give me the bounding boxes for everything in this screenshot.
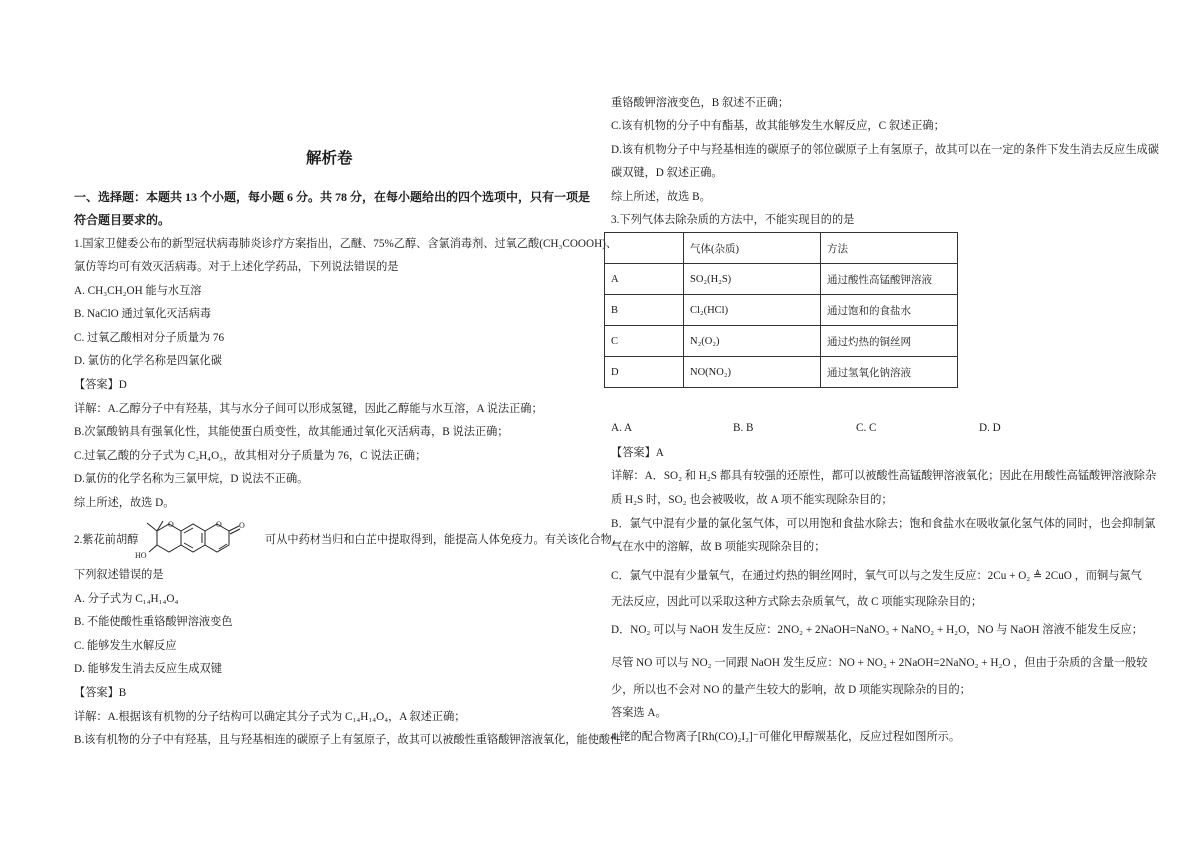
table-cell: NO(NO₂) [684,357,821,388]
q2-prefix: 2.紫花前胡醇 [74,534,139,546]
chemical-structure-image [133,515,265,563]
q2-option-c: C. 能够发生水解反应 [74,640,177,652]
section-heading-line2: 符合题目要求的。 [74,213,171,227]
section-heading-line1: 一、选择题：本题共 13 个小题，每小题 6 分。共 78 分，在每小题给出的四个选项中，只有一项是 [74,190,591,204]
q1-option-c: C. 过氧乙酸相对分子质量为 76 [74,332,225,344]
q3-explain-d: D．NO₂ 可以与 NaOH 发生反应：2NO₂ + 2NaOH=NaNO₃ + NaNO₂ + H₂O，NO 与 NaOH 溶液不能发生反应； [611,624,1143,636]
svg-text:O: O [239,521,245,530]
table-header-cell: 方法 [821,233,958,264]
table-cell: 通过酸性高锰酸钾溶液 [821,264,958,295]
q2-option-a: A. 分子式为 C₁₄H₁₄O₄ [74,593,179,605]
table-cell: 通过饱和的食盐水 [821,295,958,326]
q2-explain-b: B.该有机物的分子中有羟基，且与羟基相连的碳原子上有氢原子，故其可以被酸性重铬酸钾溶液氧化，能使酸性 [74,734,622,746]
q2-option-b: B. 不能使酸性重铬酸钾溶液变色 [74,616,233,628]
table-row [605,264,958,295]
q2-explain-d: D.该有机物分子中与羟基相连的碳原子的邻位碳原子上有氢原子，故其可以在一定的条件下发生消去反应生成碳 [611,144,1159,156]
table-cell: 通过灼热的铜丝网 [821,326,958,357]
table-cell: Cl₂(HCl) [684,295,821,326]
table-cell: C [605,326,684,357]
q2-summary: 综上所述，故选 B。 [611,191,711,203]
q1-explain-d: D.氯仿的化学名称为三氯甲烷，D 说法不正确。 [74,473,309,485]
table-header-cell: 气体(杂质) [684,233,821,264]
table-header-cell [605,233,684,264]
table-cell: N₂(O₂) [684,326,821,357]
q3-answer: 【答案】A [611,447,664,459]
q2-stem-line2: 下列叙述错误的是 [74,569,164,581]
table-row [605,357,958,388]
q1-explain-c: C.过氧乙酸的分子式为 C₂H₄O₃，故其相对分子质量为 76，C 说法正确； [74,450,427,462]
q4-stem: 4.铑的配合物离子[Rh(CO)₂I₂]⁻可催化甲醇羰基化，反应过程如图所示。 [611,731,961,743]
svg-text:HO: HO [135,551,147,560]
q3-final-answer: 答案选 A。 [611,707,667,719]
q3-explain-d-cont: 尽管 NO 可以与 NO₂ 一同跟 NaOH 发生反应：NO + NO₂ + 2NaOH=2NaNO₂ + H₂O ，但由于杂质的含量一般较 [611,657,1148,669]
q3-stem: 3.下列气体去除杂质的方法中，不能实现目的的是 [611,214,855,226]
q3-option-d: D. D [979,422,1001,434]
q2-option-d: D. 能够发生消去反应生成双键 [74,663,222,675]
q2-explain-c: C.该有机物的分子中有酯基，故其能够发生水解反应，C 叙述正确； [611,120,945,132]
svg-text:O: O [216,520,222,529]
q1-explain-b: B.次氯酸钠具有强氧化性，其能使蛋白质变性，故其能通过氧化灭活病毒，B 说法正确； [74,426,509,438]
q1-option-b: B. NaClO 通过氧化灭活病毒 [74,308,212,320]
q3-option-a: A. A [611,422,633,434]
q3-explain-b: B．氯气中混有少量的氯化氢气体，可以用饱和食盐水除去；饱和食盐水在吸收氯化氢气体的同时，也会抑制氯 [611,518,1156,530]
q3-explain-d-cont2: 少，所以也不会对 NO 的量产生较大的影响，故 D 项能实现除杂的目的； [611,684,971,696]
table-row [605,295,958,326]
q2-explain-a: 详解：A.根据该有机物的分子结构可以确定其分子式为 C₁₄H₁₄O₄，A 叙述正确； [74,711,466,723]
table-header-row [605,233,958,264]
q1-explain-a: 详解：A.乙醇分子中有羟基，其与水分子间可以形成氢键，因此乙醇能与水互溶，A 说法正确； [74,403,543,415]
table-cell: A [605,264,684,295]
q1-summary: 综上所述，故选 D。 [74,497,175,509]
table-cell: 通过氢氧化钠溶液 [821,357,958,388]
q3-explain-b-cont: 气在水中的溶解，故 B 项能实现除杂目的； [611,541,826,553]
q1-stem-line1: 1.国家卫健委公布的新型冠状病毒肺炎诊疗方案指出，乙醚、75%乙醇、含氯消毒剂、过氧乙酸(CH₃COOOH)、 [74,238,618,250]
q3-explain-c: C．氯气中混有少量氧气，在通过灼热的铜丝网时，氧气可以与之发生反应：2Cu + O₂ ≜ 2CuO ，而铜与氮气 [611,570,1142,582]
table-cell: B [605,295,684,326]
q1-stem-line2: 氯仿等均可有效灭活病毒。对于上述化学药品，下列说法错误的是 [74,261,399,273]
svg-text:O: O [168,520,174,529]
q3-option-c: C. C [856,422,877,434]
page-title: 解析卷 [306,150,353,167]
q3-option-b: B. B [733,422,754,434]
q1-option-a: A. CH₃CH₂OH 能与水互溶 [74,285,202,297]
q3-explain-a: 详解：A．SO₂ 和 H₂S 都具有较强的还原性，都可以被酸性高锰酸钾溶液氧化；因此在用酸性高锰酸钾溶液除杂 [611,470,1157,482]
q2-explain-d-cont: 碳双键，D 叙述正确。 [611,167,723,179]
table-cell: D [605,357,684,388]
q3-explain-a-cont: 质 H₂S 时，SO₂ 也会被吸收，故 A 项不能实现除杂目的； [611,494,893,506]
table-cell: SO₂(H₂S) [684,264,821,295]
q2-explain-b-cont: 重铬酸钾溶液变色，B 叙述不正确； [611,97,790,109]
gas-impurity-table [604,232,958,388]
table-row [605,326,958,357]
q2-stem-line1: 可从中药材当归和白芷中提取得到，能提高人体免疫力。有关该化合物， [265,534,624,546]
q2-answer: 【答案】B [74,687,127,699]
q1-answer: 【答案】D [74,379,127,391]
q3-explain-c-cont: 无法反应，因此可以采取这种方式除去杂质氧气，故 C 项能实现除杂目的； [611,596,983,608]
q1-option-d: D. 氯仿的化学名称是四氯化碳 [74,355,222,367]
